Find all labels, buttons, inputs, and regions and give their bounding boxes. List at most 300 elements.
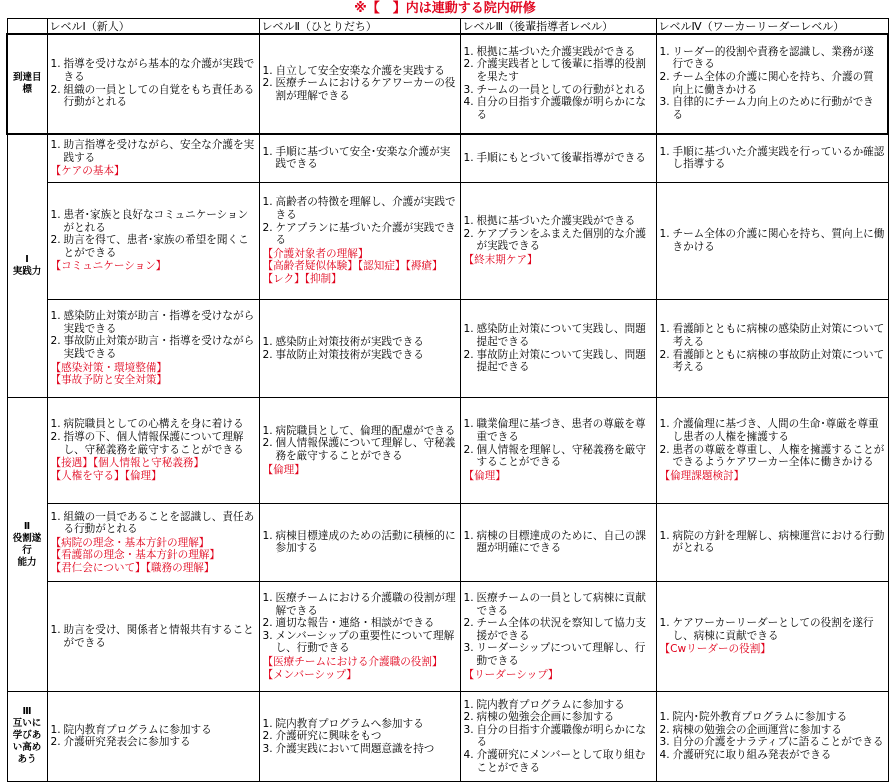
training-tag: 【コミュニケーション】 bbox=[50, 260, 167, 273]
item-number: 2. bbox=[262, 77, 273, 90]
list-item bbox=[660, 323, 885, 348]
item-number: 2. bbox=[50, 234, 61, 247]
item-text: チーム全体の介護に関心を持ち、介護の質向上に働きかける bbox=[672, 71, 874, 96]
item-number: 1. bbox=[262, 145, 273, 158]
training-tags bbox=[51, 165, 256, 178]
item-text: 介護実践者として後輩に指導的役割を果たす bbox=[476, 58, 646, 84]
category-goal bbox=[7, 34, 47, 134]
training-tag: 【人権を守る】【倫理】 bbox=[50, 469, 162, 482]
cell-role-a-level-4 bbox=[656, 398, 888, 504]
list-item bbox=[263, 743, 457, 756]
list-item bbox=[660, 530, 885, 555]
category-line: 行 bbox=[22, 544, 32, 556]
item-list bbox=[51, 139, 256, 164]
category-line: 学びあ bbox=[12, 730, 42, 742]
page-title: ※【 】内は連動する院内研修 bbox=[354, 1, 536, 16]
item-list bbox=[464, 215, 653, 253]
training-tag: 【病院の理念・基本方針の理解】 bbox=[50, 536, 210, 549]
list-item bbox=[660, 711, 885, 724]
item-list bbox=[51, 511, 256, 536]
item-text: 医療チームにおけるケアワーカーの役割が理解できる bbox=[275, 77, 456, 102]
list-item bbox=[464, 749, 653, 774]
cell-practice-a-level-2 bbox=[259, 134, 460, 183]
cell-practice-a-level-3 bbox=[460, 134, 656, 183]
item-number: 2. bbox=[50, 736, 61, 749]
item-text: リーダーシップについて理解し、行動できる bbox=[476, 642, 646, 668]
item-text: 感染防止対策技術が実践できる bbox=[275, 335, 424, 348]
cell-role-b-level-2 bbox=[259, 503, 460, 582]
item-text: 高齢者の特徴を理解し、介護が実践できる bbox=[275, 196, 456, 221]
item-number: 1. bbox=[50, 310, 61, 323]
list-item bbox=[263, 718, 457, 731]
cell-practice-c-level-4 bbox=[656, 299, 888, 397]
item-text: 助言指導を受けながら、安全な介護を実践する bbox=[63, 139, 255, 164]
item-list bbox=[464, 418, 653, 468]
cell-practice-a-level-4 bbox=[656, 134, 888, 183]
cell-goal-level-2 bbox=[259, 34, 460, 134]
item-number: 3. bbox=[463, 642, 474, 655]
list-item bbox=[51, 84, 256, 109]
item-list bbox=[263, 425, 457, 463]
list-item bbox=[263, 349, 457, 362]
item-text: 根拠に基づいた介護実践ができる bbox=[476, 215, 636, 228]
cell-goal-level-4 bbox=[656, 34, 888, 134]
list-item bbox=[263, 77, 457, 102]
list-item bbox=[51, 209, 256, 234]
list-item bbox=[263, 530, 457, 555]
cell-role-a-level-2 bbox=[259, 398, 460, 504]
item-text: チーム全体の状況を察知して協力支援ができる bbox=[476, 617, 646, 642]
training-tag: 【高齢者疑似体験】【認知症】【褥瘡】 bbox=[262, 260, 443, 273]
item-text: 病棟の目標達成のために、自己の課題が明確にできる bbox=[476, 529, 646, 555]
cell-practice-c-level-1 bbox=[47, 299, 259, 397]
item-number: 2. bbox=[262, 221, 273, 234]
list-item bbox=[660, 444, 885, 469]
item-number: 3. bbox=[262, 629, 273, 642]
category-mutual-learning bbox=[7, 691, 47, 781]
list-item bbox=[660, 46, 885, 71]
cell-role-c-level-1 bbox=[47, 582, 259, 692]
item-number: 1. bbox=[262, 717, 273, 730]
item-number: 1. bbox=[659, 711, 670, 724]
category-practice bbox=[7, 134, 47, 398]
header-level-4: レベルⅣ（ワーカーリーダーレベル） bbox=[656, 19, 888, 34]
item-number: 3. bbox=[463, 83, 474, 96]
training-tags bbox=[464, 470, 653, 483]
training-tags bbox=[660, 470, 885, 483]
item-text: 病院職員としての心構えを身に着ける bbox=[63, 418, 244, 431]
training-tag: 【接遇】【個人情報と守秘義務】 bbox=[50, 457, 205, 470]
cell-role-c-level-4 bbox=[656, 582, 888, 692]
training-tags bbox=[51, 260, 256, 273]
list-item bbox=[464, 323, 653, 348]
list-item bbox=[464, 724, 653, 749]
item-number: 1. bbox=[659, 145, 670, 158]
item-number: 3. bbox=[463, 723, 474, 736]
item-number: 2. bbox=[50, 83, 61, 96]
item-number: 1. bbox=[50, 510, 61, 523]
item-number: 2. bbox=[659, 71, 670, 84]
item-number: 1. bbox=[659, 529, 670, 542]
item-text: 患者･家族と良好なコミュニケーションがとれる bbox=[63, 208, 249, 234]
item-text: 助言を受け、関係者と情報共有することができる bbox=[63, 624, 254, 649]
item-list bbox=[660, 146, 885, 171]
item-number: 1. bbox=[262, 529, 273, 542]
item-number: 2. bbox=[262, 437, 273, 450]
item-number: 1. bbox=[50, 139, 61, 152]
item-list bbox=[660, 46, 885, 122]
list-item bbox=[51, 724, 256, 737]
cell-role-c-level-3 bbox=[460, 582, 656, 692]
item-number: 1. bbox=[659, 228, 670, 241]
cell-learning-level-3 bbox=[460, 691, 656, 781]
list-item bbox=[660, 617, 885, 642]
table-row bbox=[7, 691, 888, 781]
list-item bbox=[51, 624, 256, 649]
table-row bbox=[7, 582, 888, 692]
item-text: 助言を得て、患者･家族の希望を聞くことができる bbox=[63, 234, 249, 259]
list-item bbox=[263, 630, 457, 655]
item-number: 2. bbox=[659, 348, 670, 361]
item-number: 2. bbox=[463, 58, 474, 71]
list-item bbox=[263, 617, 457, 630]
list-item bbox=[660, 71, 885, 96]
item-list bbox=[263, 718, 457, 756]
item-number: 2. bbox=[659, 443, 670, 456]
item-list bbox=[51, 58, 256, 108]
item-text: 個人情報保護について理解し、守秘義務を厳守することができる bbox=[275, 437, 456, 462]
cell-role-a-level-3 bbox=[460, 398, 656, 504]
list-item bbox=[464, 152, 653, 165]
item-text: 感染防止対策について実践し、問題提起できる bbox=[476, 323, 646, 348]
training-tag: 【介護対象者の理解】 bbox=[262, 247, 369, 260]
item-text: 病棟の勉強会の企画運営に参加する bbox=[672, 723, 842, 736]
item-number: 1. bbox=[463, 45, 474, 58]
list-item bbox=[660, 146, 885, 171]
item-number: 1. bbox=[463, 215, 474, 228]
item-text: 医療チームの一員として病棟に貢献できる bbox=[476, 592, 646, 617]
list-item bbox=[263, 146, 457, 171]
item-text: 組織の一員としての自覚をもち責任ある行動がとれる bbox=[63, 83, 255, 109]
list-item bbox=[464, 642, 653, 667]
item-text: チーム全体の介護に関心を持ち、質向上に働きかける bbox=[672, 228, 885, 253]
category-role bbox=[7, 398, 47, 692]
list-item bbox=[51, 310, 256, 335]
list-item bbox=[51, 139, 256, 164]
header-level-2: レベルⅡ（ひとりだち） bbox=[259, 19, 460, 34]
item-list bbox=[263, 65, 457, 103]
cell-goal-level-3 bbox=[460, 34, 656, 134]
cell-practice-a-level-1 bbox=[47, 134, 259, 183]
item-text: 介護実践において問題意識を持つ bbox=[275, 742, 435, 755]
cell-role-b-level-3 bbox=[460, 503, 656, 582]
item-text: 介護研究発表会に参加する bbox=[63, 736, 191, 749]
item-list bbox=[263, 146, 457, 171]
item-text: 指導の下、個人情報保護について理解し、守秘義務を厳守することができる bbox=[63, 431, 244, 456]
training-tag: 【リーダーシップ】 bbox=[463, 668, 559, 681]
training-tags bbox=[51, 537, 256, 575]
item-text: 病院の方針を理解し、病棟運営における行動がとれる bbox=[672, 529, 885, 555]
item-text: 職業倫理に基づき、患者の尊厳を尊重できる bbox=[476, 418, 646, 444]
list-item bbox=[464, 349, 653, 374]
cell-role-a-level-1 bbox=[47, 398, 259, 504]
list-item bbox=[51, 234, 256, 259]
list-item bbox=[464, 444, 653, 469]
table-row bbox=[7, 299, 888, 397]
item-number: 1. bbox=[262, 335, 273, 348]
item-text: 事故防止対策について実践し、問題提起できる bbox=[476, 348, 646, 374]
list-item bbox=[660, 724, 885, 737]
item-text: 事故防止対策が助言・指導を受けながら実践できる bbox=[63, 335, 255, 361]
training-tag: 【倫理】 bbox=[262, 463, 305, 476]
item-number: 2. bbox=[463, 617, 474, 630]
item-number: 2. bbox=[50, 431, 61, 444]
item-text: メンバーシップの重要性について理解し、行動できる bbox=[275, 629, 455, 655]
item-list bbox=[263, 530, 457, 555]
item-list bbox=[660, 418, 885, 468]
header-row bbox=[7, 19, 888, 34]
item-text: 介護研究に取り組み発表ができる bbox=[672, 749, 832, 762]
item-number: 2. bbox=[463, 348, 474, 361]
list-item bbox=[263, 730, 457, 743]
training-tags bbox=[51, 457, 256, 482]
category-line: 到達目 bbox=[12, 71, 42, 83]
item-list bbox=[464, 323, 653, 373]
item-list bbox=[51, 624, 256, 649]
category-line: 実践力 bbox=[12, 266, 42, 277]
cell-learning-level-2 bbox=[259, 691, 460, 781]
list-item bbox=[464, 58, 653, 83]
item-text: 指導を受けながら基本的な介護が実践できる bbox=[63, 58, 255, 84]
item-text: リーダー的役割や責務を認識し、業務が遂行できる bbox=[672, 45, 874, 71]
item-list bbox=[464, 592, 653, 668]
item-number: 1. bbox=[659, 617, 670, 630]
career-ladder-table bbox=[6, 18, 889, 782]
item-text: 病棟の勉強会企画に参加する bbox=[476, 711, 615, 724]
item-text: 院内教育プログラムに参加する bbox=[63, 723, 212, 736]
training-tag: 【レク】【抑制】 bbox=[262, 272, 342, 285]
cell-practice-c-level-2 bbox=[259, 299, 460, 397]
list-item bbox=[464, 711, 653, 724]
list-item bbox=[464, 228, 653, 253]
item-number: 3. bbox=[262, 742, 273, 755]
item-text: 組織の一員であることを認識し、責任ある行動がとれる bbox=[63, 510, 255, 536]
training-tag: 【感染対策・環境整備】 bbox=[50, 361, 168, 374]
list-item bbox=[263, 592, 457, 617]
item-text: ケアワーカーリーダーとしての役割を遂行し、病棟に貢献できる bbox=[672, 617, 874, 642]
cell-practice-b-level-4 bbox=[656, 182, 888, 299]
list-item bbox=[263, 425, 457, 438]
item-number: 1. bbox=[50, 624, 61, 637]
training-tags bbox=[263, 248, 457, 286]
item-list bbox=[464, 46, 653, 122]
item-text: 介護倫理に基づき、人間の生命･尊厳を尊重し患者の人権を擁護する bbox=[672, 418, 879, 444]
list-item bbox=[660, 96, 885, 121]
item-text: 事故防止対策技術が実践できる bbox=[275, 348, 424, 361]
list-item bbox=[660, 418, 885, 443]
list-item bbox=[263, 196, 457, 221]
category-line: 互いに bbox=[12, 718, 42, 730]
list-item bbox=[263, 222, 457, 247]
item-text: 自分の目指す介護職像が明らかになる bbox=[476, 96, 646, 121]
header-corner bbox=[7, 19, 47, 34]
table-row bbox=[7, 134, 888, 183]
item-text: 看護師とともに病棟の感染防止対策について考える bbox=[672, 323, 885, 348]
item-text: ケアプランをふまえた個別的な介護が実践できる bbox=[476, 227, 646, 253]
cell-practice-b-level-2 bbox=[259, 182, 460, 299]
category-line: い高め bbox=[12, 742, 42, 754]
header-level-3: レベルⅢ（後輩指導者レベル） bbox=[460, 19, 656, 34]
item-number: 1. bbox=[50, 208, 61, 221]
item-list bbox=[660, 323, 885, 373]
list-item bbox=[263, 336, 457, 349]
list-item bbox=[660, 749, 885, 762]
list-item bbox=[51, 736, 256, 749]
list-item bbox=[464, 699, 653, 712]
list-item bbox=[464, 592, 653, 617]
list-item bbox=[263, 437, 457, 462]
item-number: 3. bbox=[659, 736, 670, 749]
item-text: 院内教育プログラムに参加する bbox=[476, 698, 625, 711]
list-item bbox=[51, 335, 256, 360]
table-row bbox=[7, 34, 888, 134]
list-item bbox=[464, 84, 653, 97]
item-list bbox=[464, 530, 653, 555]
item-list bbox=[660, 711, 885, 761]
list-item bbox=[464, 215, 653, 228]
training-tag: 【医療チームにおける介護職の役割】 bbox=[262, 656, 443, 669]
training-tag: 【Cwリーダーの役割】 bbox=[659, 643, 771, 656]
item-text: 介護研究に興味をもつ bbox=[275, 730, 382, 743]
item-text: 介護研究にメンバーとして取り組むことができる bbox=[476, 749, 646, 774]
training-tag: 【ケアの基本】 bbox=[50, 165, 125, 178]
item-number: 1. bbox=[463, 529, 474, 542]
item-text: 自律的にチーム力向上のために行動ができる bbox=[672, 96, 874, 121]
item-text: 院内教育プログラムへ参加する bbox=[275, 717, 424, 730]
item-list bbox=[51, 724, 256, 749]
list-item bbox=[51, 431, 256, 456]
item-list bbox=[660, 228, 885, 253]
item-text: 病棟目標達成のための活動に積極的に参加する bbox=[275, 529, 456, 555]
item-text: 個人情報を理解し、守秘義務を厳守することができる bbox=[476, 443, 646, 469]
item-text: 手順に基づいて安全･安楽な介護が実践できる bbox=[275, 145, 451, 171]
list-item bbox=[464, 530, 653, 555]
item-number: 1. bbox=[50, 58, 61, 71]
list-item bbox=[51, 58, 256, 83]
training-tags bbox=[660, 643, 885, 656]
item-number: 1. bbox=[463, 698, 474, 711]
item-text: ケアプランに基づいた介護が実践できる bbox=[275, 221, 456, 247]
item-text: 根拠に基づいた介護実践ができる bbox=[476, 45, 636, 58]
item-list bbox=[660, 617, 885, 642]
training-tags bbox=[464, 669, 653, 682]
list-item bbox=[51, 511, 256, 536]
category-line: Ⅰ bbox=[25, 254, 29, 265]
item-text: 適切な報告・連絡・相談ができる bbox=[275, 617, 435, 630]
training-tags bbox=[263, 464, 457, 477]
item-number: 2. bbox=[262, 730, 273, 743]
cell-practice-b-level-1 bbox=[47, 182, 259, 299]
category-line: Ⅲ bbox=[22, 706, 32, 718]
item-text: 医療チームにおける介護職の役割が理解できる bbox=[275, 592, 456, 617]
item-list bbox=[51, 209, 256, 259]
list-item bbox=[660, 349, 885, 374]
item-list bbox=[263, 336, 457, 361]
item-number: 2. bbox=[463, 711, 474, 724]
list-item bbox=[263, 65, 457, 78]
item-number: 3. bbox=[659, 96, 670, 109]
item-list bbox=[464, 699, 653, 775]
item-list bbox=[464, 152, 653, 165]
item-number: 1. bbox=[463, 592, 474, 605]
item-number: 1. bbox=[659, 45, 670, 58]
category-line: 標 bbox=[22, 83, 32, 95]
item-list bbox=[660, 530, 885, 555]
table-row bbox=[7, 182, 888, 299]
cell-learning-level-1 bbox=[47, 691, 259, 781]
category-line: 役割遂 bbox=[12, 532, 42, 544]
item-list bbox=[263, 196, 457, 246]
item-number: 2. bbox=[463, 227, 474, 240]
item-number: 2. bbox=[50, 335, 61, 348]
cell-practice-c-level-3 bbox=[460, 299, 656, 397]
item-number: 2. bbox=[659, 723, 670, 736]
item-number: 1. bbox=[262, 196, 273, 209]
item-number: 2. bbox=[463, 443, 474, 456]
item-list bbox=[51, 310, 256, 360]
category-line: 能力 bbox=[17, 556, 37, 568]
item-text: 患者の尊厳を尊重し、人権を擁護することができるようケアワーカー全体に働きかける bbox=[672, 443, 885, 469]
item-number: 1. bbox=[463, 323, 474, 336]
item-list bbox=[263, 592, 457, 655]
training-tag: 【看護部の理念・基本方針の理解】 bbox=[50, 549, 220, 562]
cell-learning-level-4 bbox=[656, 691, 888, 781]
table-row bbox=[7, 398, 888, 504]
list-item bbox=[660, 228, 885, 253]
item-number: 1. bbox=[50, 723, 61, 736]
training-tag: 【倫理課題検討】 bbox=[659, 469, 745, 482]
item-number: 4. bbox=[463, 96, 474, 109]
list-item bbox=[464, 96, 653, 121]
list-item bbox=[660, 736, 885, 749]
item-number: 1. bbox=[262, 424, 273, 437]
category-line: あう bbox=[17, 754, 37, 766]
cell-practice-b-level-3 bbox=[460, 182, 656, 299]
training-tag: 【メンバーシップ】 bbox=[262, 668, 357, 681]
cell-goal-level-1 bbox=[47, 34, 259, 134]
table-row bbox=[7, 503, 888, 582]
item-text: 院内･院外教育プログラムに参加する bbox=[672, 711, 848, 724]
item-list bbox=[51, 418, 256, 456]
item-text: 感染防止対策が助言・指導を受けながら実践できる bbox=[63, 310, 255, 335]
cell-role-c-level-2 bbox=[259, 582, 460, 692]
item-text: 病院職員として、倫理的配慮ができる bbox=[275, 424, 456, 437]
item-text: 看護師とともに病棟の事故防止対策について考える bbox=[672, 348, 885, 374]
item-number: 4. bbox=[659, 749, 670, 762]
list-item bbox=[464, 617, 653, 642]
list-item bbox=[51, 418, 256, 431]
item-number: 2. bbox=[262, 348, 273, 361]
item-number: 1. bbox=[659, 323, 670, 336]
list-item bbox=[464, 46, 653, 59]
training-tag: 【君仁会について】【職務の理解】 bbox=[50, 561, 215, 574]
item-text: 手順に基づいた介護実践を行っているか確認し指導する bbox=[672, 145, 885, 171]
item-number: 1. bbox=[262, 64, 273, 77]
item-number: 4. bbox=[463, 749, 474, 762]
item-text: チームの一員としての行動がとれる bbox=[476, 83, 646, 96]
item-text: 自分の介護をナラティブに語ることができる bbox=[672, 736, 884, 749]
item-text: 自立して安全安楽な介護を実践する bbox=[275, 64, 445, 77]
